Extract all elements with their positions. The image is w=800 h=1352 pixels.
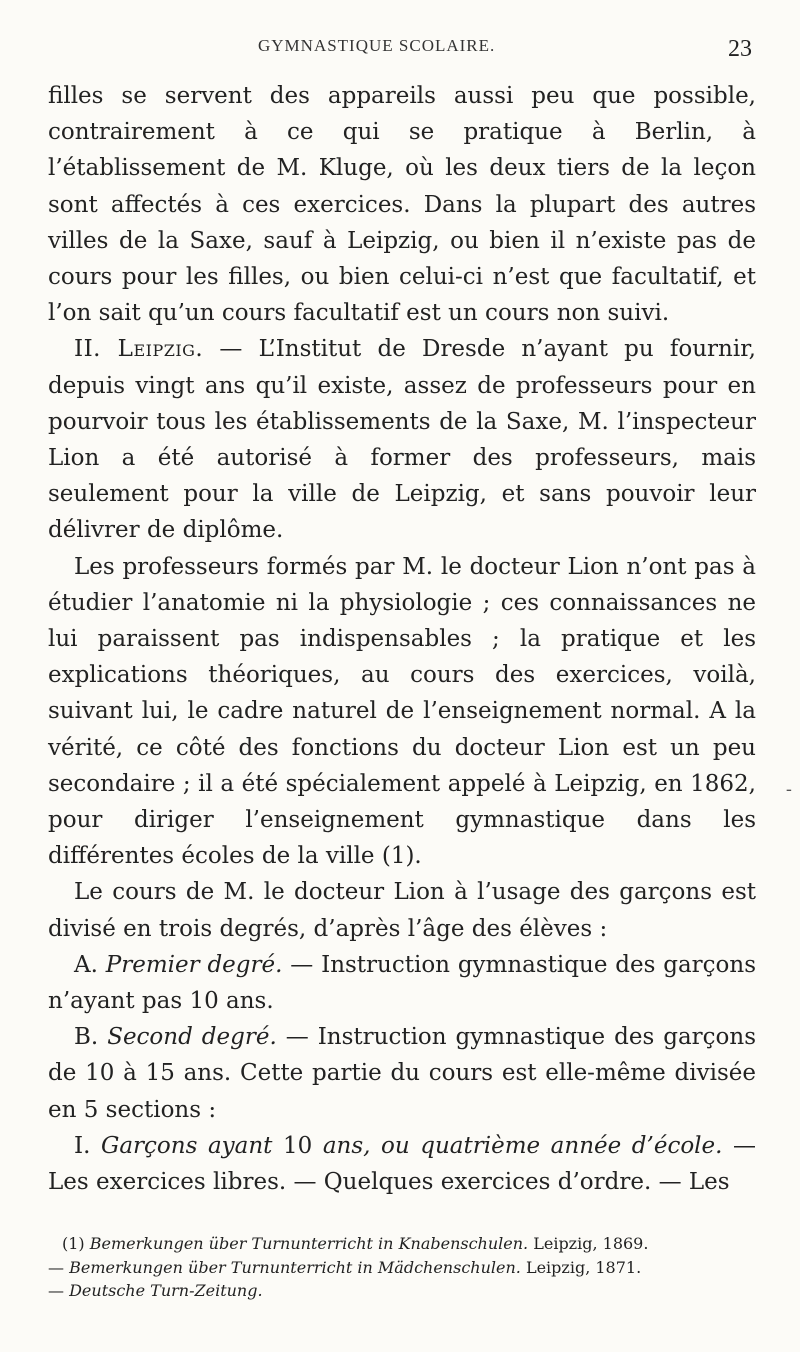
section-label-leipzig: II. Leipzig. (74, 336, 204, 363)
paragraph-4: Le cours de M. le docteur Lion à l’usage des garçons est divisé en trois degrés, d’après l’âge des élèves : (48, 879, 756, 942)
footnote-3-title: Deutsche Turn-Zeitung. (69, 1281, 263, 1300)
footnote-2-dash: — (48, 1257, 70, 1277)
footnote-2-text: Leipzig, 1871. (520, 1257, 642, 1277)
item-title-i-a: Garçons ayant (100, 1132, 273, 1159)
footnote-3 (48, 1279, 756, 1303)
main-text (48, 78, 756, 1200)
margin-mark: - (785, 779, 792, 800)
page-number: 23 (728, 36, 752, 62)
footnote-2-title: Bemerkungen über Turnunterricht in Mädchenschulen. (69, 1257, 521, 1277)
item-text-b: — Instruction gymnastique des garçons de 10 à 15 ans. Cette partie du cours est elle-même divisée en 5 sections : (48, 1024, 756, 1123)
footnote-2 (48, 1256, 756, 1280)
paragraph-3: Les professeurs formés par M. le docteur Lion n’ont pas à étudier l’anatomie ni la physiologie ; ces connaissances ne lui paraissent pas indispensables ; la pratique et les explications théoriques, au cours des exercices, voilà, suivant lui, le cadre naturel de l’enseignement normal. A la vérité, ce côté des fonctions du docteur Lion est un peu secondaire ; il a été spécialement appelé à Leipzig, en 1862, pour diriger l’enseignement gymnastique dans les différentes écoles de la ville (1). (48, 553, 756, 870)
item-text-i: — Les exercices libres. — Quelques exercices d’ordre. — Les (48, 1132, 757, 1196)
item-number-i: 10 (272, 1132, 323, 1159)
footnote-1 (48, 1232, 756, 1256)
footnote-1-title: Bemerkungen über Turnunterricht in Knabenschulen. (89, 1234, 529, 1253)
paragraph-5 (48, 947, 756, 1019)
item-title-i-b: ans, ou quatrième année d’école. (322, 1132, 723, 1159)
paragraph-7 (48, 1128, 756, 1200)
paragraph-6 (48, 1019, 756, 1128)
item-title-b: Second degré. (107, 1024, 277, 1051)
item-title-a: Premier degré. (105, 951, 283, 978)
footnote-1-text: Leipzig, 1869. (528, 1234, 649, 1253)
paragraph-2 (48, 331, 756, 548)
footnote-3-dash: — (48, 1281, 70, 1300)
footnotes (48, 1232, 756, 1303)
footnote-1-mark: (1) (62, 1234, 90, 1253)
paragraph-1: filles se servent des appareils aussi peu que possible, contrairement à ce qui se pratique à Berlin, à l’établissement de M. Kluge, où les deux tiers de la leçon sont affectés à ces exercices. Dans la plupart des autres villes de la Saxe, sauf à Leipzig, ou bien il n’existe pas de cours pour les filles, ou bien celui-ci n’est que facultatif, et l’on sait qu’un cours facultatif est un cours non suivi. (48, 83, 756, 327)
item-label-i: I. (74, 1132, 101, 1159)
item-label-b: B. (74, 1024, 108, 1051)
item-label-a: A. (74, 951, 106, 978)
paragraph-2-text: — L’Institut de Dresde n’ayant pu fournir, depuis vingt ans qu’il existe, assez de professeurs pour en pourvoir tous les établissements de la Saxe, M. l’inspecteur Lion a été autorisé à former des professeurs, mais seulement pour la ville de Leipzig, et sans pouvoir leur délivrer de diplôme. (48, 336, 756, 544)
running-header: GYMNASTIQUE SCOLAIRE. (258, 36, 496, 55)
item-text-a: — Instruction gymnastique des garçons n’ayant pas 10 ans. (48, 951, 757, 1015)
